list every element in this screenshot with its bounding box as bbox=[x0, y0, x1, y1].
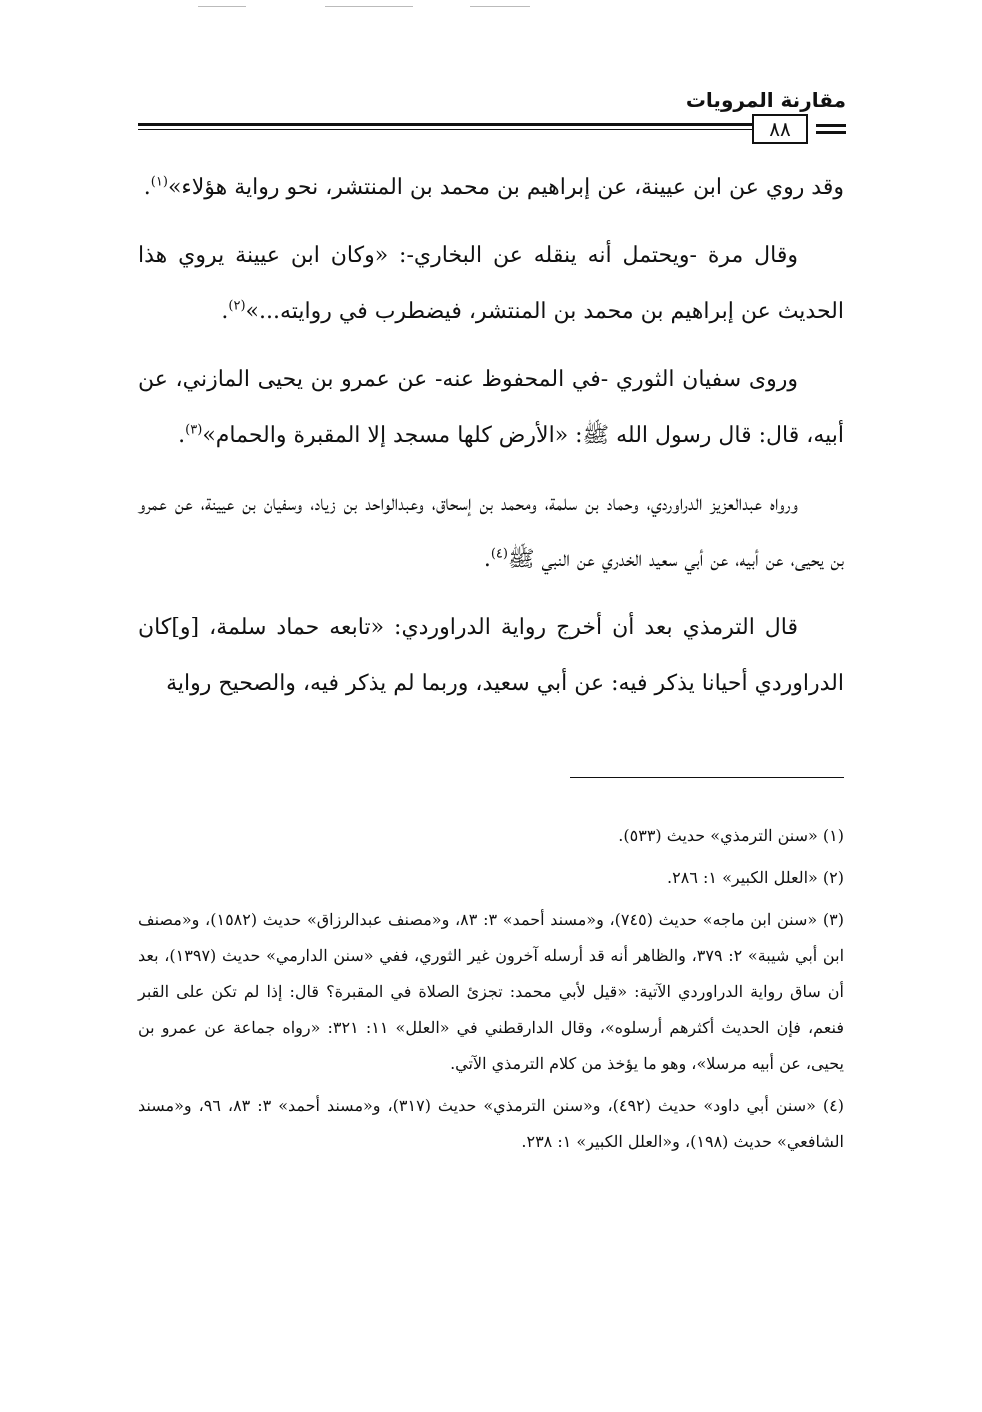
header-rule bbox=[138, 123, 752, 126]
header-ornament bbox=[816, 124, 846, 127]
paragraph: ورواه عبدالعزيز الدراوردي، وحماد بن سلمة، ومحمد بن إسحاق، وعبدالواحد بن زياد، وسفيان بن عيينة، عن عمرو بن يحيى، عن أبيه، عن أبي سعيد الخدري عن النبي ﷺ$^{(٤)}$. bbox=[138, 491, 844, 572]
footnote-4: (٤) «سنن أبي داود» حديث (٤٩٢)، و«سنن الترمذي» حديث (٣١٧)، و«مسند أحمد» ٣: ٨٣، ٩٦، و«مسند الشافعي» حديث (١٩٨)، و«العلل الكبير» ١: ٢٣٨. bbox=[138, 1096, 844, 1151]
paragraph: وروى سفيان الثوري -في المحفوظ عنه- عن عمرو بن يحيى المازني، عن أبيه، قال: قال رسول الله ﷺ: «الأرض كلها مسجد إلا المقبرة والحمام»$^{(٣)}$. bbox=[138, 367, 844, 448]
running-title: مقارنة المرويات bbox=[685, 88, 846, 112]
footnote-3: (٣) «سنن ابن ماجه» حديث (٧٤٥)، و«مسند أحمد» ٣: ٨٣، و«مصنف عبدالرزاق» حديث (١٥٨٢)، و«مصنف ابن أبي شيبة» ٢: ٣٧٩، والظاهر أنه قد أرسله آخرون غير الثوري، ففي «سنن الدارمي» حديث (١٣٩٧)، بعد أن ساق رواية الدراوردي الآتية: «قيل لأبي محمد: تجزئ الصلاة في المقبرة؟ قال: إذا لم تكن على القبر فنعم، فإن الحديث أكثرهم أرسلوه»، وقال الدارقطني في «العلل» ١١: ٣٢١: «رواه جماعة عن عمرو بن يحيى، عن أبيه مرسلا»، وهو ما يؤخذ من كلام الترمذي الآتي. bbox=[138, 910, 845, 1073]
page-number: ٨٨ bbox=[752, 114, 808, 144]
footnote-ref: (١) bbox=[150, 174, 168, 190]
top-edge-mark bbox=[470, 6, 530, 7]
top-edge-mark bbox=[325, 6, 413, 7]
paragraph: وقد روي عن ابن عيينة، عن إبراهيم بن محمد بن المنتشر، نحو رواية هؤلاء»$^{(١)}$. bbox=[143, 174, 844, 200]
footnotes bbox=[138, 818, 844, 1166]
paragraph: وقال مرة -ويحتمل أنه ينقله عن البخاري-: «وكان ابن عيينة يروي هذا الحديث عن إبراهيم بن محمد بن المنتشر، فيضطرب في روايته...»$^{(٢)}$. bbox=[138, 243, 844, 324]
footnote-2: (٢) «العلل الكبير» ١: ٢٨٦. bbox=[667, 868, 844, 887]
header-rule-thin bbox=[138, 129, 752, 130]
paragraph: قال الترمذي بعد أن أخرج رواية الدراوردي: «تابعه حماد سلمة، [و]كان الدراوردي أحيانا يذكر فيه: عن أبي سعيد، وربما لم يذكر فيه، والصحيح رواية bbox=[138, 615, 844, 696]
top-edge-mark bbox=[198, 6, 246, 7]
footnote-ref: (٢) bbox=[228, 298, 246, 314]
footnote-1: (١) «سنن الترمذي» حديث (٥٣٣). bbox=[618, 826, 844, 845]
header-ornament bbox=[816, 131, 846, 134]
footnote-ref: (٣) bbox=[185, 422, 203, 438]
footnote-ref: (٤) bbox=[490, 546, 508, 562]
body-text bbox=[138, 160, 844, 724]
footnote-separator bbox=[570, 777, 844, 778]
